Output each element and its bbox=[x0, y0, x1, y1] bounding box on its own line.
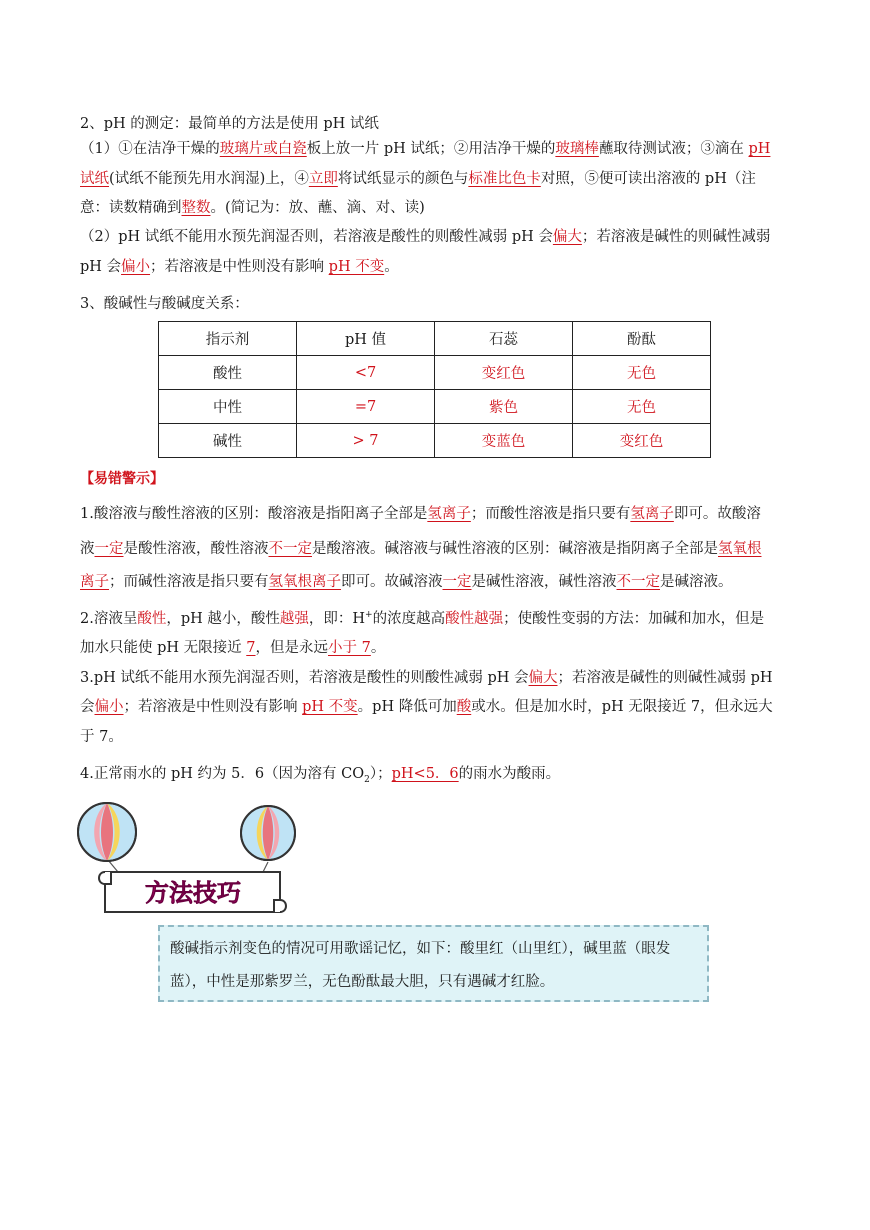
table-cell: 无色 bbox=[573, 356, 711, 390]
indicator-table bbox=[158, 321, 711, 458]
sec2-p1-line3: 意：读数精确到整数。(简记为：放、蘸、滴、对、读) bbox=[80, 200, 425, 216]
table-cell: =7 bbox=[297, 390, 435, 424]
tip-line-2: 蓝），中性是那紫罗兰，无色酚酞最大胆，只有遇碱才红脸。 bbox=[170, 974, 555, 990]
table-cell: 变蓝色 bbox=[435, 424, 573, 458]
table-row bbox=[159, 356, 711, 390]
table-row bbox=[159, 390, 711, 424]
section-2-title: 2、pH 的测定：最简单的方法是使用 pH 试纸 bbox=[80, 116, 379, 132]
warning-1-line3: 离子；而碱性溶液是指只要有氢氧根离子即可。故碱溶液一定是碱性溶液，碱性溶液不一定是碱溶液。 bbox=[80, 574, 733, 590]
warning-1-line1: 1.酸溶液与酸性溶液的区别：酸溶液是指阳离子全部是氢离子；而酸性溶液是指只要有氢离子即可。故酸溶 bbox=[80, 506, 761, 522]
warning-3-line2: 会偏小；若溶液是中性则没有影响 pH 不变。pH 降低可加酸或水。但是加水时，pH 无限接近 7，但永远大 bbox=[80, 699, 773, 715]
method-tips-box bbox=[158, 925, 709, 1002]
warning-3-line3: 于 7。 bbox=[80, 729, 123, 745]
table-cell: 紫色 bbox=[435, 390, 573, 424]
sec2-p1-line1: （1）①在洁净干燥的玻璃片或白瓷板上放一片 pH 试纸；②用洁净干燥的玻璃棒蘸取待测试液；③滴在 pH bbox=[80, 141, 771, 157]
warning-2-line1: 2.溶液呈酸性，pH 越小，酸性越强，即：H+的浓度越高酸性越强；使酸性变弱的方法：加碱和加水，但是 bbox=[80, 610, 765, 627]
table-header: 石蕊 bbox=[435, 322, 573, 356]
warning-1-line2: 液一定是酸性溶液，酸性溶液不一定是酸溶液。碱溶液与碱性溶液的区别：碱溶液是指阴离子全部是氢氧根 bbox=[80, 541, 762, 557]
table-header: 酚酞 bbox=[573, 322, 711, 356]
table-cell: 无色 bbox=[573, 390, 711, 424]
table-cell: 中性 bbox=[159, 390, 297, 424]
table-header: pH 值 bbox=[297, 322, 435, 356]
table-cell: <7 bbox=[297, 356, 435, 390]
table-row bbox=[159, 424, 711, 458]
beach-balls-scroll-icon bbox=[75, 800, 300, 920]
warning-4-line1: 4.正常雨水的 pH 约为 5．6（因为溶有 $CO_2$）；pH<5．6的雨水为酸雨。 bbox=[80, 766, 561, 785]
beach-ball-icon bbox=[241, 806, 295, 860]
warning-2-line2: 加水只能使 pH 无限接近 7，但是永远小于 7。 bbox=[80, 640, 386, 656]
table-cell: 变红色 bbox=[573, 424, 711, 458]
section-3-title: 3、酸碱性与酸碱度关系： bbox=[80, 296, 249, 312]
warning-heading: 【易错警示】 bbox=[80, 471, 164, 487]
tip-line-1: 酸碱指示剂变色的情况可用歌谣记忆，如下：酸里红（山里红），碱里蓝（眼发 bbox=[170, 941, 671, 957]
warning-3-line1: 3.pH 试纸不能用水预先润湿否则，若溶液是酸性的则酸性减弱 pH 会偏大；若溶液是碱性的则碱性减弱 pH bbox=[80, 670, 773, 686]
banner-title: 方法技巧 bbox=[145, 879, 241, 907]
sec2-p1-line2: 试纸(试纸不能预先用水润湿)上，④立即将试纸显示的颜色与标准比色卡对照，⑤便可读出溶液的 pH（注 bbox=[80, 171, 756, 187]
table-header-row bbox=[159, 322, 711, 356]
table-cell: > 7 bbox=[297, 424, 435, 458]
method-tips-badge bbox=[75, 800, 300, 924]
table-cell: 碱性 bbox=[159, 424, 297, 458]
table-cell: 酸性 bbox=[159, 356, 297, 390]
table-cell: 变红色 bbox=[435, 356, 573, 390]
sec2-p2-line2: pH 会偏小；若溶液是中性则没有影响 pH 不变。 bbox=[80, 259, 399, 275]
sec2-p2-line1: （2）pH 试纸不能用水预先润湿否则，若溶液是酸性的则酸性减弱 pH 会偏大；若溶液是碱性的则碱性减弱 bbox=[80, 229, 771, 245]
beach-ball-icon bbox=[78, 803, 136, 861]
table-header: 指示剂 bbox=[159, 322, 297, 356]
